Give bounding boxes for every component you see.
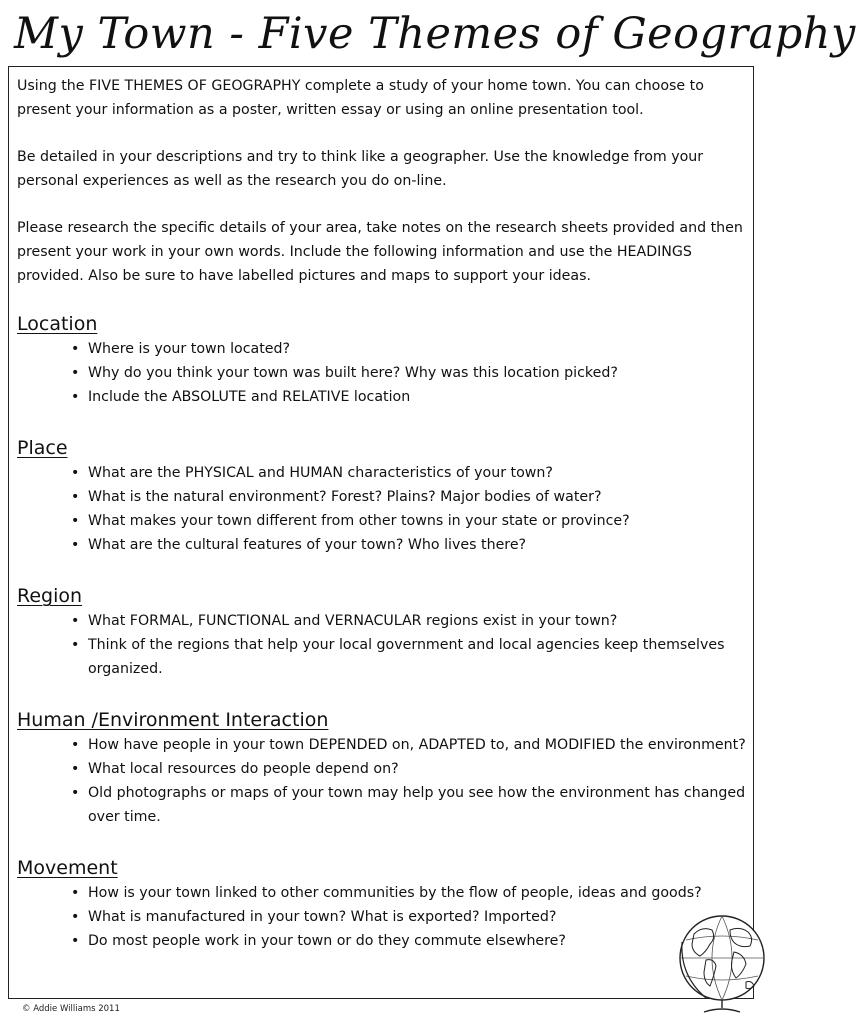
section-heading: Region <box>17 585 83 607</box>
bullet-item: • What are the PHYSICAL and HUMAN characteristics of your town? <box>88 461 747 485</box>
bullet-list <box>17 461 747 557</box>
bullet-list <box>17 609 747 681</box>
copyright-footer: © Addie Williams 2011 <box>22 1004 120 1014</box>
bullet-item: • What is manufactured in your town? What is exported? Imported? <box>88 905 747 929</box>
section-region <box>17 583 747 681</box>
intro-paragraph: Using the FIVE THEMES OF GEOGRAPHY complete a study of your home town. You can choose to present your information as a poster, written essay or using an online presentation tool. <box>17 78 704 118</box>
section-heading: Movement <box>17 857 118 879</box>
bullet-item: • Why do you think your town was built here? Why was this location picked? <box>88 361 747 385</box>
section-human-environment-interaction <box>17 707 747 829</box>
bullet-item: • What is the natural environment? Forest? Plains? Major bodies of water? <box>88 485 747 509</box>
section-place <box>17 435 747 557</box>
section-heading: Human /Environment Interaction <box>17 709 329 731</box>
section-heading: Place <box>17 437 68 459</box>
section-location <box>17 311 747 409</box>
bullet-item: • Old photographs or maps of your town may help you see how the environment has changed over time. <box>88 781 747 829</box>
intro-paragraph: Be detailed in your descriptions and try to think like a geographer. Use the knowledge from your personal experiences as well as the research you do on-line. <box>17 149 704 189</box>
section-heading: Location <box>17 313 98 335</box>
intro-paragraph: Please research the specific details of your area, take notes on the research sheets provided and then present your work in your own words. Include the following information and use the HEADINGS provided. Also be sure to have labelled pictures and maps to support your ideas. <box>17 220 743 284</box>
page-title: My Town - Five Themes of Geography <box>14 9 856 59</box>
bullet-item: • How have people in your town DEPENDED on, ADAPTED to, and MODIFIED the environment? <box>88 733 747 757</box>
bullet-item: • Include the ABSOLUTE and RELATIVE location <box>88 385 747 409</box>
bullet-item: • Do most people work in your town or do they commute elsewhere? <box>88 929 747 953</box>
bullet-list <box>17 881 747 953</box>
bullet-item: • What makes your town different from other towns in your state or province? <box>88 509 747 533</box>
bullet-item: • Where is your town located? <box>88 337 747 361</box>
bullet-item: • What local resources do people depend on? <box>88 757 747 781</box>
bullet-item: • What are the cultural features of your town? Who lives there? <box>88 533 747 557</box>
bullet-item: • How is your town linked to other communities by the flow of people, ideas and goods? <box>88 881 747 905</box>
bullet-item: • Think of the regions that help your local government and local agencies keep themselves organized. <box>88 633 747 681</box>
bullet-item: • What FORMAL, FUNCTIONAL and VERNACULAR regions exist in your town? <box>88 609 747 633</box>
section-movement <box>17 855 747 953</box>
bullet-list <box>17 733 747 829</box>
worksheet-content <box>17 74 747 953</box>
globe-icon <box>676 912 768 1024</box>
intro <box>17 74 747 288</box>
bullet-list <box>17 337 747 409</box>
